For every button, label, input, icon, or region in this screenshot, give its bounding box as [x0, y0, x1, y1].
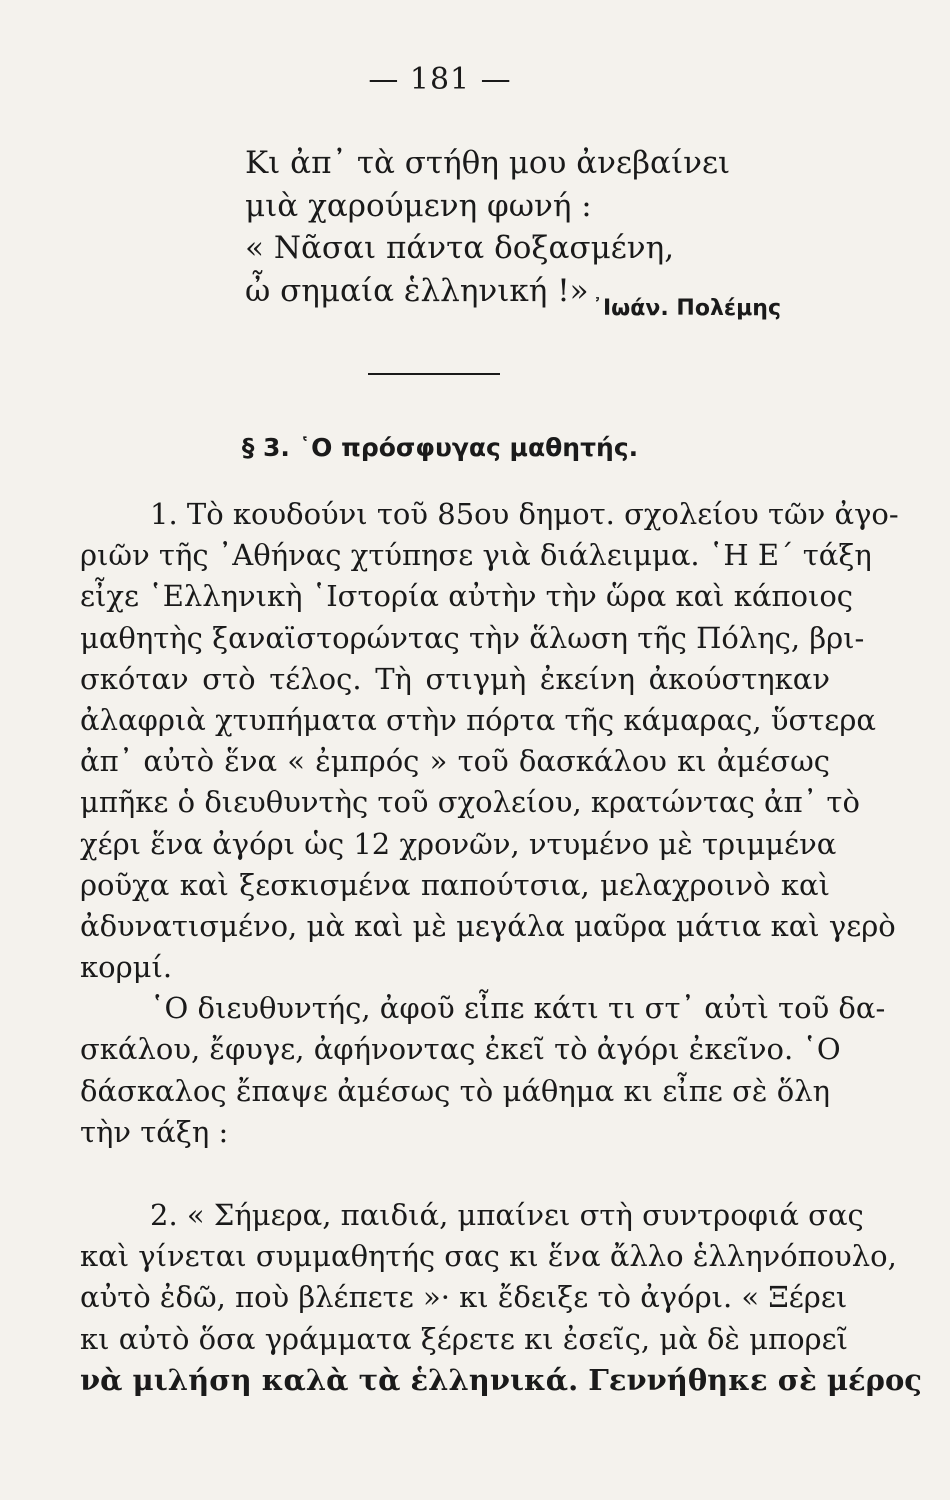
- poem-line: ὦ σημαία ἑλληνική !»: [245, 272, 589, 309]
- poem-line: Κι ἀπ᾽ τὰ στήθη μου ἀνεβαίνει: [245, 145, 731, 181]
- text-line: μπῆκε ὁ διευθυντὴς τοῦ σχολείου, κρατώντας ἀπ᾽ τὸ: [80, 785, 860, 820]
- poem-line: « Νᾶσαι πάντα δοξασμένη,: [245, 230, 675, 266]
- poem-author: ᾽Ιωάν. Πολέμης: [592, 296, 782, 321]
- text-line: 2. « Σήμερα, παιδιά, μπαίνει στὴ συντροφιά σας: [150, 1198, 864, 1232]
- text-line: ἀλαφριὰ χτυπήματα στὴν πόρτα τῆς κάμαρας, ὕστερα: [80, 702, 876, 737]
- text-line: νὰ μιλήση καλὰ τὰ ἑλληνικά. Γεννήθηκε σὲ μέρος: [80, 1362, 922, 1397]
- text-line: σκόταν στὸ τέλος. Τὴ στιγμὴ ἐκείνη ἀκούστηκαν: [80, 661, 830, 696]
- text-line: κι αὐτὸ ὅσα γράμματα ξέρετε κι ἐσεῖς, μὰ δὲ μπορεῖ: [80, 1321, 848, 1356]
- text-line: κορμί.: [80, 950, 173, 985]
- section-divider: [368, 373, 500, 375]
- text-line: τὴν τάξη :: [80, 1114, 229, 1149]
- text-line: ριῶν τῆς ᾽Αθήνας χτύπησε γιὰ διάλειμμα. ῾Η Ε΄ τάξη: [80, 538, 872, 573]
- text-line: ἀπ᾽ αὐτὸ ἕνα « ἐμπρός » τοῦ δασκάλου κι ἀμέσως: [80, 744, 830, 779]
- text-line: σκάλου, ἔφυγε, ἀφήνοντας ἐκεῖ τὸ ἀγόρι ἐκεῖνο. ῾Ο: [80, 1032, 841, 1067]
- poem-line: μιὰ χαρούμενη φωνή :: [245, 187, 592, 224]
- section-heading: § 3. ῾Ο πρόσφυγας μαθητής.: [241, 433, 639, 462]
- text-line: μαθητὴς ξαναϊστορώντας τὴν ἅλωση τῆς Πόλης, βρι-: [80, 620, 865, 655]
- text-line: αὐτὸ ἐδῶ, ποὺ βλέπετε »· κι ἔδειξε τὸ ἀγόρι. « Ξέρει: [80, 1280, 848, 1315]
- text-line: ἀδυνατισμένο, μὰ καὶ μὲ μεγάλα μαῦρα μάτια καὶ γερὸ: [80, 908, 896, 943]
- body-text: [80, 494, 922, 1401]
- text-line: χέρι ἕνα ἀγόρι ὡς 12 χρονῶν, ντυμένο μὲ τριμμένα: [80, 826, 837, 861]
- page-number: — 181 —: [368, 62, 512, 97]
- text-line: ῾Ο διευθυντής, ἀφοῦ εἶπε κάτι τι στ᾽ αὐτὶ τοῦ δα-: [150, 991, 886, 1026]
- text-line: 1. Τὸ κουδούνι τοῦ 85ου δημοτ. σχολείου τῶν ἀγο-: [150, 497, 899, 531]
- text-line: εἶχε ῾Ελληνικὴ ῾Ιστορία αὐτὴν τὴν ὥρα καὶ κάποιος: [80, 579, 854, 614]
- paragraph-gap: [80, 1153, 830, 1195]
- text-line: δάσκαλος ἔπαψε ἀμέσως τὸ μάθημα κι εἶπε σὲ ὅλη: [80, 1073, 830, 1108]
- poem: [245, 142, 805, 312]
- text-line: καὶ γίνεται συμμαθητής σας κι ἕνα ἄλλο ἑλληνόπουλο,: [80, 1239, 897, 1274]
- text-line: ροῦχα καὶ ξεσκισμένα παπούτσια, μελαχροινὸ καὶ: [80, 867, 830, 902]
